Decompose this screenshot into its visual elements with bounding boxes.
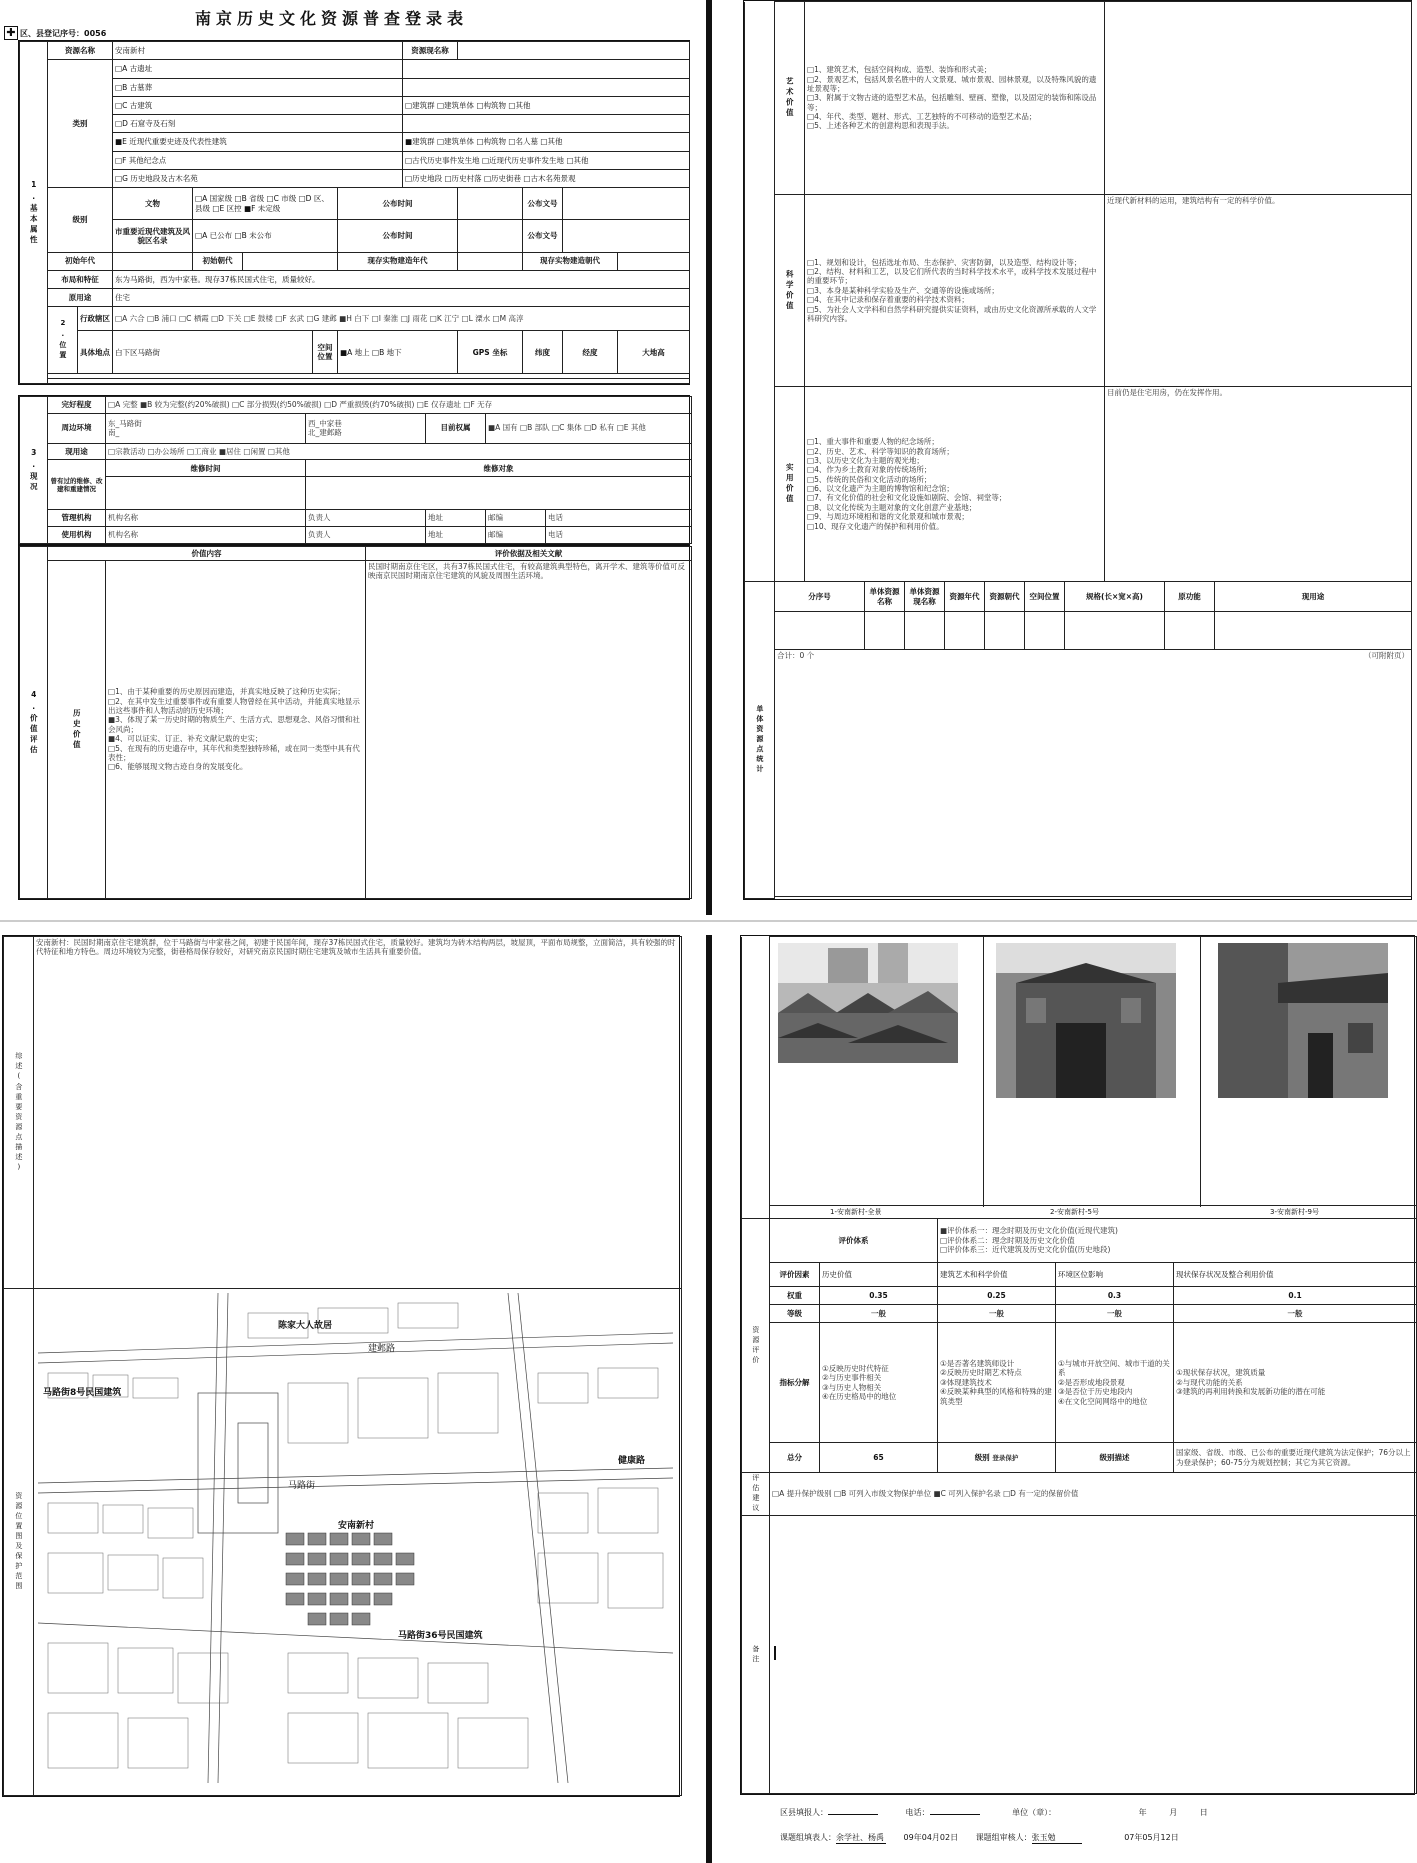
env-west-north [306,413,426,443]
map-label: 资源位置图及保护范围 [4,1289,34,1796]
unit-cell [905,612,945,650]
section4-label: 4.价值评估 [20,547,48,899]
unit-note: （可附附页） [1364,651,1410,660]
sci-value-items [805,195,1105,387]
publish-time-label: 公布时间 [338,220,458,252]
use-org-name: 机构名称 [106,527,306,544]
unit-col: 规格(长×宽×高) [1065,582,1165,612]
use-org-tel: 电话 [546,527,692,544]
grade-value: 一般 [1174,1305,1417,1323]
unit-col: 分序号 [775,582,865,612]
mgmt-org-zip: 邮编 [486,510,546,527]
repair-object-head: 维修对象 [306,460,692,477]
publish-doc-value [563,220,690,252]
cat-row: □F 其他纪念点 [113,151,403,169]
unit-col: 空间位置 [1025,582,1065,612]
map-road [508,1293,558,1783]
unit-stats-label: 单体资源点统计 [745,582,775,899]
value-content-head: 价值内容 [48,547,366,561]
level-block [938,1443,1056,1473]
day-label: 日 [1199,1808,1208,1817]
level-value: 登录保护 [992,1453,1019,1462]
unit-col: 资源年代 [945,582,985,612]
unit-cell [945,612,985,650]
art-value-items [805,2,1105,195]
level-options: □A 国家级 □B 省级 □C 市级 □D 区、县级 □E 区控 ■F 未定级 [193,188,338,220]
cat-row: □D 石窟寺及石刻 [113,115,403,133]
summary-label: 综述(含重要资源点描述) [4,937,34,1289]
level-label: 级别 [48,188,113,252]
page-2 [740,0,1417,910]
grade-value: 一般 [938,1305,1056,1323]
desc-label: 级别描述 [1056,1443,1174,1473]
sci-basis: 近现代新材料的运用，建筑结构有一定的科学价值。 [1105,195,1412,387]
mgmt-org-addr: 地址 [426,510,486,527]
weight-value: 0.1 [1174,1287,1417,1305]
reg-label: 区、县登记序号： [20,29,84,38]
total-label: 总分 [770,1443,820,1473]
reg-value: 0056 [84,29,107,38]
cat-row-sub [403,78,690,96]
summary-map-table [2,935,680,1797]
map-label-36: 马路街36号民国建筑 [398,1631,483,1641]
cat-row-sub: ■建筑群 □建筑单体 □构筑物 □名人墓 □其他 [403,133,690,151]
repair-object-value [306,477,692,510]
unit-col: 现用途 [1215,582,1412,612]
map-road [38,1343,673,1363]
cat-row-sub: □建筑群 □建筑单体 □构筑物 □其他 [403,96,690,114]
art-item: □1、建筑艺术，包括空间构成、造型、装饰和形式美； [807,65,992,75]
sci-item: □4、在其中记录和保存着重要的科学技术资料； [807,295,969,305]
factor-value: 环境区位影响 [1056,1263,1174,1287]
cat-row: □A 古遗址 [113,60,403,78]
form-title: 南京历史文化资源普查登录表 [195,9,469,28]
gps-lat: 纬度 [523,331,563,374]
page-4 [740,935,1417,1863]
gps-lng: 经度 [563,331,618,374]
history-value-label: 历史价值 [48,561,106,899]
basis-text: 民国时期南京住宅区，共有37栋民国式住宅，有较高建筑典型特色，离开学术、建筑等价值可反映南京民国时期南京住宅建筑的风貌及周围生活环境。 [366,561,692,899]
footer-line-2 [780,1832,1400,1844]
system-option: □评价体系三：近代建筑及历史文化价值(历史地段) [940,1245,1111,1255]
mgmt-org-tel: 电话 [546,510,692,527]
county-filler-label: 区县填报人： [780,1808,828,1817]
left-margin-cell [745,2,775,582]
publish-doc-label: 公布文号 [523,220,563,252]
mgmt-org-label: 管理机构 [48,510,106,527]
history-item: □1、由于某种重要的历史原因而建造，并真实地反映了这种历史实际； [108,687,345,697]
art-item: □5、上述各种艺术的创意构思和表现手法。 [807,121,954,131]
map-label-malujie: 马路街 [288,1481,316,1491]
basic-attributes-table [18,40,690,385]
desc-value: 国家级、省级、市级、已公布的重要近现代建筑为法定保护；76分以上为登录保护；60-75分为规划控制；其它为其它资源。 [1174,1443,1417,1473]
section1-label: 1.基本属性 [20,42,48,384]
level-type: 市重要近现代建筑及风貌区名录 [113,220,193,252]
use-org-head: 负责人 [306,527,426,544]
art-item: □2、景观艺术，包括风景名胜中的人文景观、城市景观、园林景观，以及特殊风貌的遗址景观等； [807,74,1097,93]
art-basis [1105,2,1412,195]
address-label: 具体地点 [78,331,113,374]
registration-number [20,28,106,39]
use-value-items [805,387,1105,582]
env-label: 周边环境 [48,413,106,443]
month-label: 月 [1169,1808,1178,1817]
map-label-jianye: 建邺路 [368,1344,396,1354]
res-name-value: 安南新村 [113,42,403,60]
unit-cell [775,612,865,650]
map-label-8: 马路街8号民国建筑 [43,1388,122,1398]
publish-doc-value [563,188,690,220]
photo-eval-table [740,935,1415,1795]
photo-caption-rule [770,1205,1416,1206]
unit-cell [1165,612,1215,650]
photo-divider-2 [1200,937,1201,1207]
total-value: 65 [820,1443,938,1473]
history-item: □2、在其中发生过重要事件或有重要人物曾经在其中活动，并能真实地显示出这些事件和人物活动的历史环境； [108,696,360,716]
footer-line-1 [780,1807,1400,1818]
env-west: 西_中家巷 [308,418,342,428]
level-type: 文物 [113,188,193,220]
system-option: □评价体系二：理念时期及历史文化价值 [940,1235,1075,1245]
mgmt-org-head: 负责人 [306,510,426,527]
factor-value: 建筑艺术和科学价值 [938,1263,1056,1287]
team-filler-label: 课题组填表人： [780,1833,836,1842]
grade-value: 一般 [820,1305,938,1323]
res-alias-value [458,42,690,60]
res-name-label: 资源名称 [48,42,113,60]
use-item: □7、有文化价值的社会和文化设施如剧院、会馆、祠堂等； [807,493,1007,503]
cat-row: □B 古墓葬 [113,78,403,96]
use-basis: 目前仍是住宅用房，仍在发挥作用。 [1105,387,1412,582]
unit-cell [1065,612,1165,650]
level-label: 级别 [974,1452,990,1462]
district-label: 行政辖区 [78,307,113,331]
ownership-label: 目前权属 [426,413,486,443]
unit-cell [1215,612,1412,650]
unit-col: 单体资源现名称 [905,582,945,612]
use-org-zip: 邮编 [486,527,546,544]
sci-value-label: 科学价值 [775,195,805,387]
category-label: 类别 [48,60,113,188]
summary-text: 安南新村：民国时期南京住宅建筑群，位于马路街与中家巷之间，初建于民国年间，现存37栋民国式住宅，质量较好。建筑均为砖木结构两层，坡屋顶，平面布局规整，立面简洁，具有较强的时代特征和地方特色。周边环境较为完整，街巷格局保存较好，对研究南京民国时期住宅建筑及城市生活具有重要价值。 [34,937,682,1289]
section3-label: 3.现况 [20,397,48,544]
env-east: 东_马路街 [108,418,142,428]
map-road [38,1623,673,1653]
eval-label: 资源评价 [742,1219,770,1473]
vertical-divider [706,0,712,915]
horizontal-divider [0,920,1417,922]
weight-label: 权重 [770,1287,820,1305]
unit-cell [865,612,905,650]
ownership-options: ■A 国有 □B 部队 □C 集体 □D 私有 □E 其他 [486,413,692,443]
unit-col: 单体资源名称 [865,582,905,612]
built-era-label: 现存实物建造年代 [338,252,458,270]
use-org-label: 使用机构 [48,527,106,544]
basis-head: 评价依据及相关文献 [366,547,692,561]
map-road [38,1478,673,1493]
map-road [38,1468,673,1483]
era-label: 初始年代 [48,252,113,270]
map-road [38,1333,673,1353]
tel-blank [930,1814,980,1815]
split-value: ①与城市开放空间、城市干道的关系 ②是否形成地段景观 ③是否位于历史地段内 ④在文化空间网络中的地位 [1056,1323,1174,1443]
repair-time-value [106,477,306,510]
value-continued-table [743,0,1412,900]
gps-label: GPS 坐标 [458,331,523,374]
vertical-divider-lower [706,935,712,1863]
tel-label: 电话： [905,1808,930,1817]
layout-value: 东为马路街，西为中家巷。现存37栋民国式住宅，质量较好。 [113,270,690,288]
year-label: 年 [1138,1808,1147,1817]
art-item: □4、年代、类型、题材、形式、工艺独特的不可移动的造型艺术品； [807,112,1037,122]
factor-value: 历史价值 [820,1263,938,1287]
split-value: ①是否著名建筑师设计 ②反映历史时期艺术特点 ③体现建筑技术 ④反映某种典型的风格和特殊的建筑类型 [938,1323,1056,1443]
repair-label: 曾有过的维修、改建和重建情况 [48,460,106,510]
advice-label: 评估建议 [742,1473,770,1516]
photo-margin [742,937,770,1219]
weight-value: 0.25 [938,1287,1056,1305]
repair-time-head: 维修时间 [106,460,306,477]
photo-caption-1: 1-安南新村-全景 [830,1208,882,1216]
cat-row-sub [403,115,690,133]
unit-col: 资源朝代 [985,582,1025,612]
county-filler-blank [828,1814,878,1815]
history-item: ■4、可以证实、订正、补充文献记载的史实； [108,734,263,744]
cat-row: ■E 近现代重要史迹及代表性建筑 [113,133,403,151]
built-dynasty-value [618,252,690,270]
team-reviewer-label: 课题组审核人： [975,1833,1032,1842]
use-item: □2、历史、艺术、科学等知识的教育场所； [807,446,954,456]
system-option: ■评价体系一：理念时期及历史文化价值(近现代建筑) [940,1226,1118,1236]
publish-time-value [458,220,523,252]
factor-label: 评价因素 [770,1263,820,1287]
sci-item: □1、规划和设计，包括选址布局、生态保护、灾害防御，以及造型、结构设计等； [807,257,1082,267]
env-east-south [106,413,306,443]
weight-value: 0.35 [820,1287,938,1305]
cat-row-sub [403,60,690,78]
res-alias-label: 资源现名称 [403,42,458,60]
split-label: 指标分解 [770,1323,820,1443]
unit-total: 合计：0 个 [777,651,815,660]
use-item: □10、现存文化遗产的保护和利用价值。 [807,521,944,531]
cat-row-sub: □古代历史事件发生地 □近现代历史事件发生地 □其他 [403,151,690,169]
use-item: □1、重大事件和重要人物的纪念场所； [807,437,939,447]
page-1 [0,0,700,910]
current-use-options: □宗教活动 □办公场所 □工商业 ■居住 □闲置 □其他 [106,443,692,460]
address-value: 白下区马路街 [113,331,313,374]
cat-row-sub: □历史地段 □历史村落 □历史街巷 □古木名苑景观 [403,169,690,187]
factor-value: 现状保存状况及整合利用价值 [1174,1263,1417,1287]
level-options: □A 已公布 □B 未公布 [193,220,338,252]
history-item: ■3、体现了某一历史时期的物质生产、生活方式、思想观念、风俗习惯和社会风尚； [108,715,360,734]
grade-label: 等级 [770,1305,820,1323]
era-value [113,252,193,270]
use-org-addr: 地址 [426,527,486,544]
map-protected-buildings [286,1533,414,1625]
map-label-chen: 陈家大人故居 [278,1321,333,1331]
use-item: □5、传统的民俗和文化活动的场所； [807,474,932,484]
use-item: □6、以文化遗产为主题的博物馆和纪念馆； [807,484,954,493]
condition-options: □A 完整 ■B 较为完整(约20%破损) □C 部分损毁(约50%破损) □D 严重损毁(约70%破损) □E 仅存遗址 □F 无存 [106,397,692,414]
publish-time-label: 公布时间 [338,188,458,220]
sci-item: □3、本身是某种科学实验及生产、交通等的设施或场所； [807,285,999,295]
weight-value: 0.3 [1056,1287,1174,1305]
map-road [208,1293,218,1783]
history-value-items [106,561,366,899]
team-filler-names: 余学社、杨禹 [836,1833,884,1842]
photo-divider-1 [983,937,984,1207]
use-item: □8、以文化传统为主题对象的文化创意产业基地； [807,502,977,512]
current-use-label: 现用途 [48,443,106,460]
art-item: □3、附属于文物古迹的造型艺术品，包括雕刻、壁画、塑像，以及固定的装饰和陈设品等； [807,93,1097,112]
photo-caption-2: 2-安南新村-5号 [1050,1208,1099,1216]
section2-label: 2.位置 [48,307,78,374]
spatial-value: ■A 地上 □B 地下 [338,331,458,374]
cat-row: □C 古建筑 [113,96,403,114]
map-block [238,1423,268,1503]
unit-seal-label: 单位（章）： [1012,1808,1057,1817]
condition-label: 完好程度 [48,397,106,414]
photo-caption-3: 3-安南新村-9号 [1270,1208,1319,1216]
text-cursor [774,1646,776,1660]
built-era-value [458,252,523,270]
history-item: □5、在现有的历史遗存中，其年代和类型独特珍稀，或在同一类型中具有代表性； [108,743,360,762]
unit-cell [985,612,1025,650]
built-dynasty-label: 现存实物建造朝代 [523,252,618,270]
system-options [938,1219,1417,1263]
map-label-jiankang: 健康路 [618,1456,646,1466]
unit-total-row [775,650,1412,897]
system-label: 评价体系 [770,1219,938,1263]
map-road [218,1293,228,1783]
env-south: 南_ [108,428,120,438]
split-value: ①现状保存状况，建筑质量 ②与现代功能的关系 ③建筑的再利用转换和发展新功能的潜在可能 [1174,1323,1417,1443]
district-options: □A 六合 □B 浦口 □C 栖霞 □D 下关 □E 鼓楼 □F 玄武 □G 建邺 ■H 白下 □I 秦淮 □J 雨花 □K 江宁 □L 溧水 □M 高淳 [113,307,690,331]
value-assessment-table [18,545,690,900]
dynasty-label: 初始朝代 [193,252,243,270]
orig-use-label: 原用途 [48,289,113,307]
team-reviewer-name: 张玉勉 [1032,1832,1082,1844]
use-value-label: 实用价值 [775,387,805,582]
dynasty-value [243,252,338,270]
sci-item: □5、为社会人文学科和自然学科研究提供实证资料，或由历史文化资源所承载的人文学科研究内容。 [807,304,1097,323]
advice-options: □A 提升保护级别 □B 可列入市级文物保护单位 ■C 可列入保护名录 □D 有一定的保留价值 [770,1473,1417,1516]
photo-no5 [996,943,1176,1098]
use-item: □4、作为乡土教育对象的传统场所； [807,465,932,475]
team-filler-date: 09年04月02日 [903,1833,959,1842]
remark-value [770,1516,1417,1794]
status-table [18,395,690,545]
publish-time-value [458,188,523,220]
team-reviewer-date: 07年05月12日 [1124,1833,1179,1842]
map-cell [34,1289,682,1796]
location-map [38,1293,673,1783]
art-value-label: 艺术价值 [775,2,805,195]
cat-row: □G 历史地段及古木名苑 [113,169,403,187]
use-item: □3、以历史文化为主题的观光地； [807,455,924,465]
use-item: □9、与周边环境相和谐的文化景观和城市景观； [807,512,969,522]
gps-alt: 大地高 [618,331,690,374]
layout-label: 布局和特征 [48,270,113,288]
grade-value: 一般 [1056,1305,1174,1323]
photo-no9 [1218,943,1388,1098]
unit-col: 原功能 [1165,582,1215,612]
mgmt-org-name: 机构名称 [106,510,306,527]
page-3 [0,935,700,1863]
split-value: ①反映历史时代特征 ②与历史事件相关 ③与历史人物相关 ④在历史格局中的地位 [820,1323,938,1443]
map-label-annan: 安南新村 [338,1521,375,1531]
env-north: 北_建邺路 [308,428,342,438]
sci-item: □2、结构、材料和工艺，以及它们所代表的当时科学技术水平，或科学技术发展过程中的重要环节； [807,267,1097,286]
remark-label: 备注 [742,1516,770,1794]
unit-cell [1025,612,1065,650]
publish-doc-label: 公布文号 [523,188,563,220]
spatial-label: 空间位置 [313,331,338,374]
photo-cell [770,937,1417,1219]
photo-panorama [778,943,958,1063]
history-item: □6、能够展现文物古迹自身的发展变化。 [108,762,248,772]
map-road [518,1293,568,1783]
form-icon: ✚ [4,26,18,40]
orig-use-value: 住宅 [113,289,690,307]
